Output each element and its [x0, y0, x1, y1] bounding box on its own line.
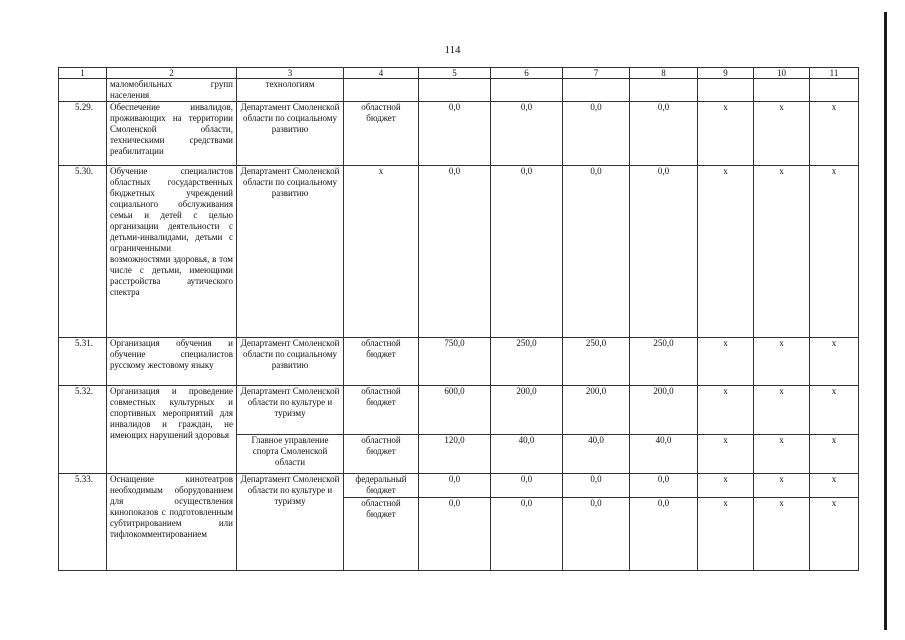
amount-year-3: 0,0 — [630, 474, 698, 498]
value-col-10: x — [754, 338, 810, 386]
table-row-continuation — [59, 79, 859, 102]
table-row — [59, 474, 859, 498]
executor: Департамент Смоленской области по социальному развитию — [237, 338, 344, 386]
funding-source: областной бюджет — [344, 435, 419, 474]
column-header: 2 — [107, 68, 237, 79]
amount-year-1: 40,0 — [491, 435, 563, 474]
empty-cell — [630, 79, 698, 102]
column-header: 10 — [754, 68, 810, 79]
column-header: 11 — [810, 68, 859, 79]
activity-name: Организация обучения и обучение специалистов русскому жестовому языку — [107, 338, 237, 386]
column-header: 1 — [59, 68, 107, 79]
amount-year-2: 0,0 — [563, 474, 630, 498]
table-row — [59, 102, 859, 166]
column-header: 4 — [344, 68, 419, 79]
value-col-9: x — [698, 498, 754, 571]
column-header: 3 — [237, 68, 344, 79]
value-col-9: x — [698, 386, 754, 435]
amount-total: 0,0 — [419, 474, 491, 498]
amount-year-2: 0,0 — [563, 166, 630, 338]
row-number: 5.31. — [59, 338, 107, 386]
column-header: 6 — [491, 68, 563, 79]
amount-total: 120,0 — [419, 435, 491, 474]
amount-year-2: 40,0 — [563, 435, 630, 474]
funding-source: областной бюджет — [344, 102, 419, 166]
value-col-10: x — [754, 498, 810, 571]
page-edge-rule — [884, 12, 887, 630]
funding-source: областной бюджет — [344, 386, 419, 435]
executor: Департамент Смоленской области по социальному развитию — [237, 166, 344, 338]
program-table — [58, 67, 859, 571]
value-col-11: x — [810, 338, 859, 386]
executor: Департамент Смоленской области по культуре и туризму — [237, 474, 344, 571]
amount-year-2: 200,0 — [563, 386, 630, 435]
activity-name: Организация и проведение совместных культурных и спортивных мероприятий для инвалидов и граждан, не имеющих нарушений здоровья — [107, 386, 237, 474]
amount-year-2: 0,0 — [563, 102, 630, 166]
empty-cell — [344, 79, 419, 102]
value-col-11: x — [810, 102, 859, 166]
amount-year-3: 0,0 — [630, 498, 698, 571]
funding-source: областной бюджет — [344, 498, 419, 571]
value-col-10: x — [754, 386, 810, 435]
executor: Департамент Смоленской области по социальному развитию — [237, 102, 344, 166]
value-col-9: x — [698, 435, 754, 474]
value-col-10: x — [754, 474, 810, 498]
empty-cell — [491, 79, 563, 102]
funding-source: областной бюджет — [344, 338, 419, 386]
value-col-10: x — [754, 166, 810, 338]
amount-year-3: 250,0 — [630, 338, 698, 386]
empty-cell — [563, 79, 630, 102]
row-number: 5.29. — [59, 102, 107, 166]
column-number-row — [59, 68, 859, 79]
column-header: 5 — [419, 68, 491, 79]
value-col-11: x — [810, 386, 859, 435]
value-col-9: x — [698, 102, 754, 166]
page-number: 114 — [444, 44, 461, 56]
activity-name: Оснащение кинотеатров необходимым оборудованием для осуществления кинопоказов с подготовленным субтитрированием или тифлокомментированием — [107, 474, 237, 571]
value-col-9: x — [698, 338, 754, 386]
empty-cell — [419, 79, 491, 102]
value-col-11: x — [810, 166, 859, 338]
table-row — [59, 338, 859, 386]
row-number: 5.33. — [59, 474, 107, 571]
executor: Главное управление спорта Смоленской области — [237, 435, 344, 474]
table-row — [59, 166, 859, 338]
row-number — [59, 79, 107, 102]
value-col-9: x — [698, 166, 754, 338]
amount-total: 0,0 — [419, 498, 491, 571]
table-row — [59, 386, 859, 435]
amount-year-3: 0,0 — [630, 166, 698, 338]
amount-year-2: 0,0 — [563, 498, 630, 571]
activity-name: Обучение специалистов областных государственных бюджетных учреждений социального обслуживания семьи и детей с целью организации деятельности с детьми-инвалидами, детьми с ограниченными возможностями здоровья, в том числе с детьми, имеющими расстройства аутического спектра — [107, 166, 237, 338]
column-header: 9 — [698, 68, 754, 79]
funding-source: x — [344, 166, 419, 338]
value-col-10: x — [754, 102, 810, 166]
value-col-9: x — [698, 474, 754, 498]
amount-total: 600,0 — [419, 386, 491, 435]
amount-total: 750,0 — [419, 338, 491, 386]
funding-source: федеральный бюджет — [344, 474, 419, 498]
amount-year-3: 40,0 — [630, 435, 698, 474]
empty-cell — [698, 79, 754, 102]
amount-year-1: 250,0 — [491, 338, 563, 386]
activity-name: маломобильных групп населения — [107, 79, 237, 102]
amount-year-1: 0,0 — [491, 498, 563, 571]
empty-cell — [810, 79, 859, 102]
amount-total: 0,0 — [419, 166, 491, 338]
row-number: 5.30. — [59, 166, 107, 338]
amount-total: 0,0 — [419, 102, 491, 166]
value-col-11: x — [810, 435, 859, 474]
amount-year-3: 200,0 — [630, 386, 698, 435]
amount-year-3: 0,0 — [630, 102, 698, 166]
empty-cell — [754, 79, 810, 102]
column-header: 8 — [630, 68, 698, 79]
executor: Департамент Смоленской области по культуре и туризму — [237, 386, 344, 435]
amount-year-2: 250,0 — [563, 338, 630, 386]
amount-year-1: 0,0 — [491, 166, 563, 338]
executor: технологиям — [237, 79, 344, 102]
value-col-11: x — [810, 474, 859, 498]
row-number: 5.32. — [59, 386, 107, 474]
amount-year-1: 200,0 — [491, 386, 563, 435]
value-col-11: x — [810, 498, 859, 571]
amount-year-1: 0,0 — [491, 474, 563, 498]
amount-year-1: 0,0 — [491, 102, 563, 166]
column-header: 7 — [563, 68, 630, 79]
activity-name: Обеспечение инвалидов, проживающих на территории Смоленской области, техническими средствами реабилитации — [107, 102, 237, 166]
value-col-10: x — [754, 435, 810, 474]
